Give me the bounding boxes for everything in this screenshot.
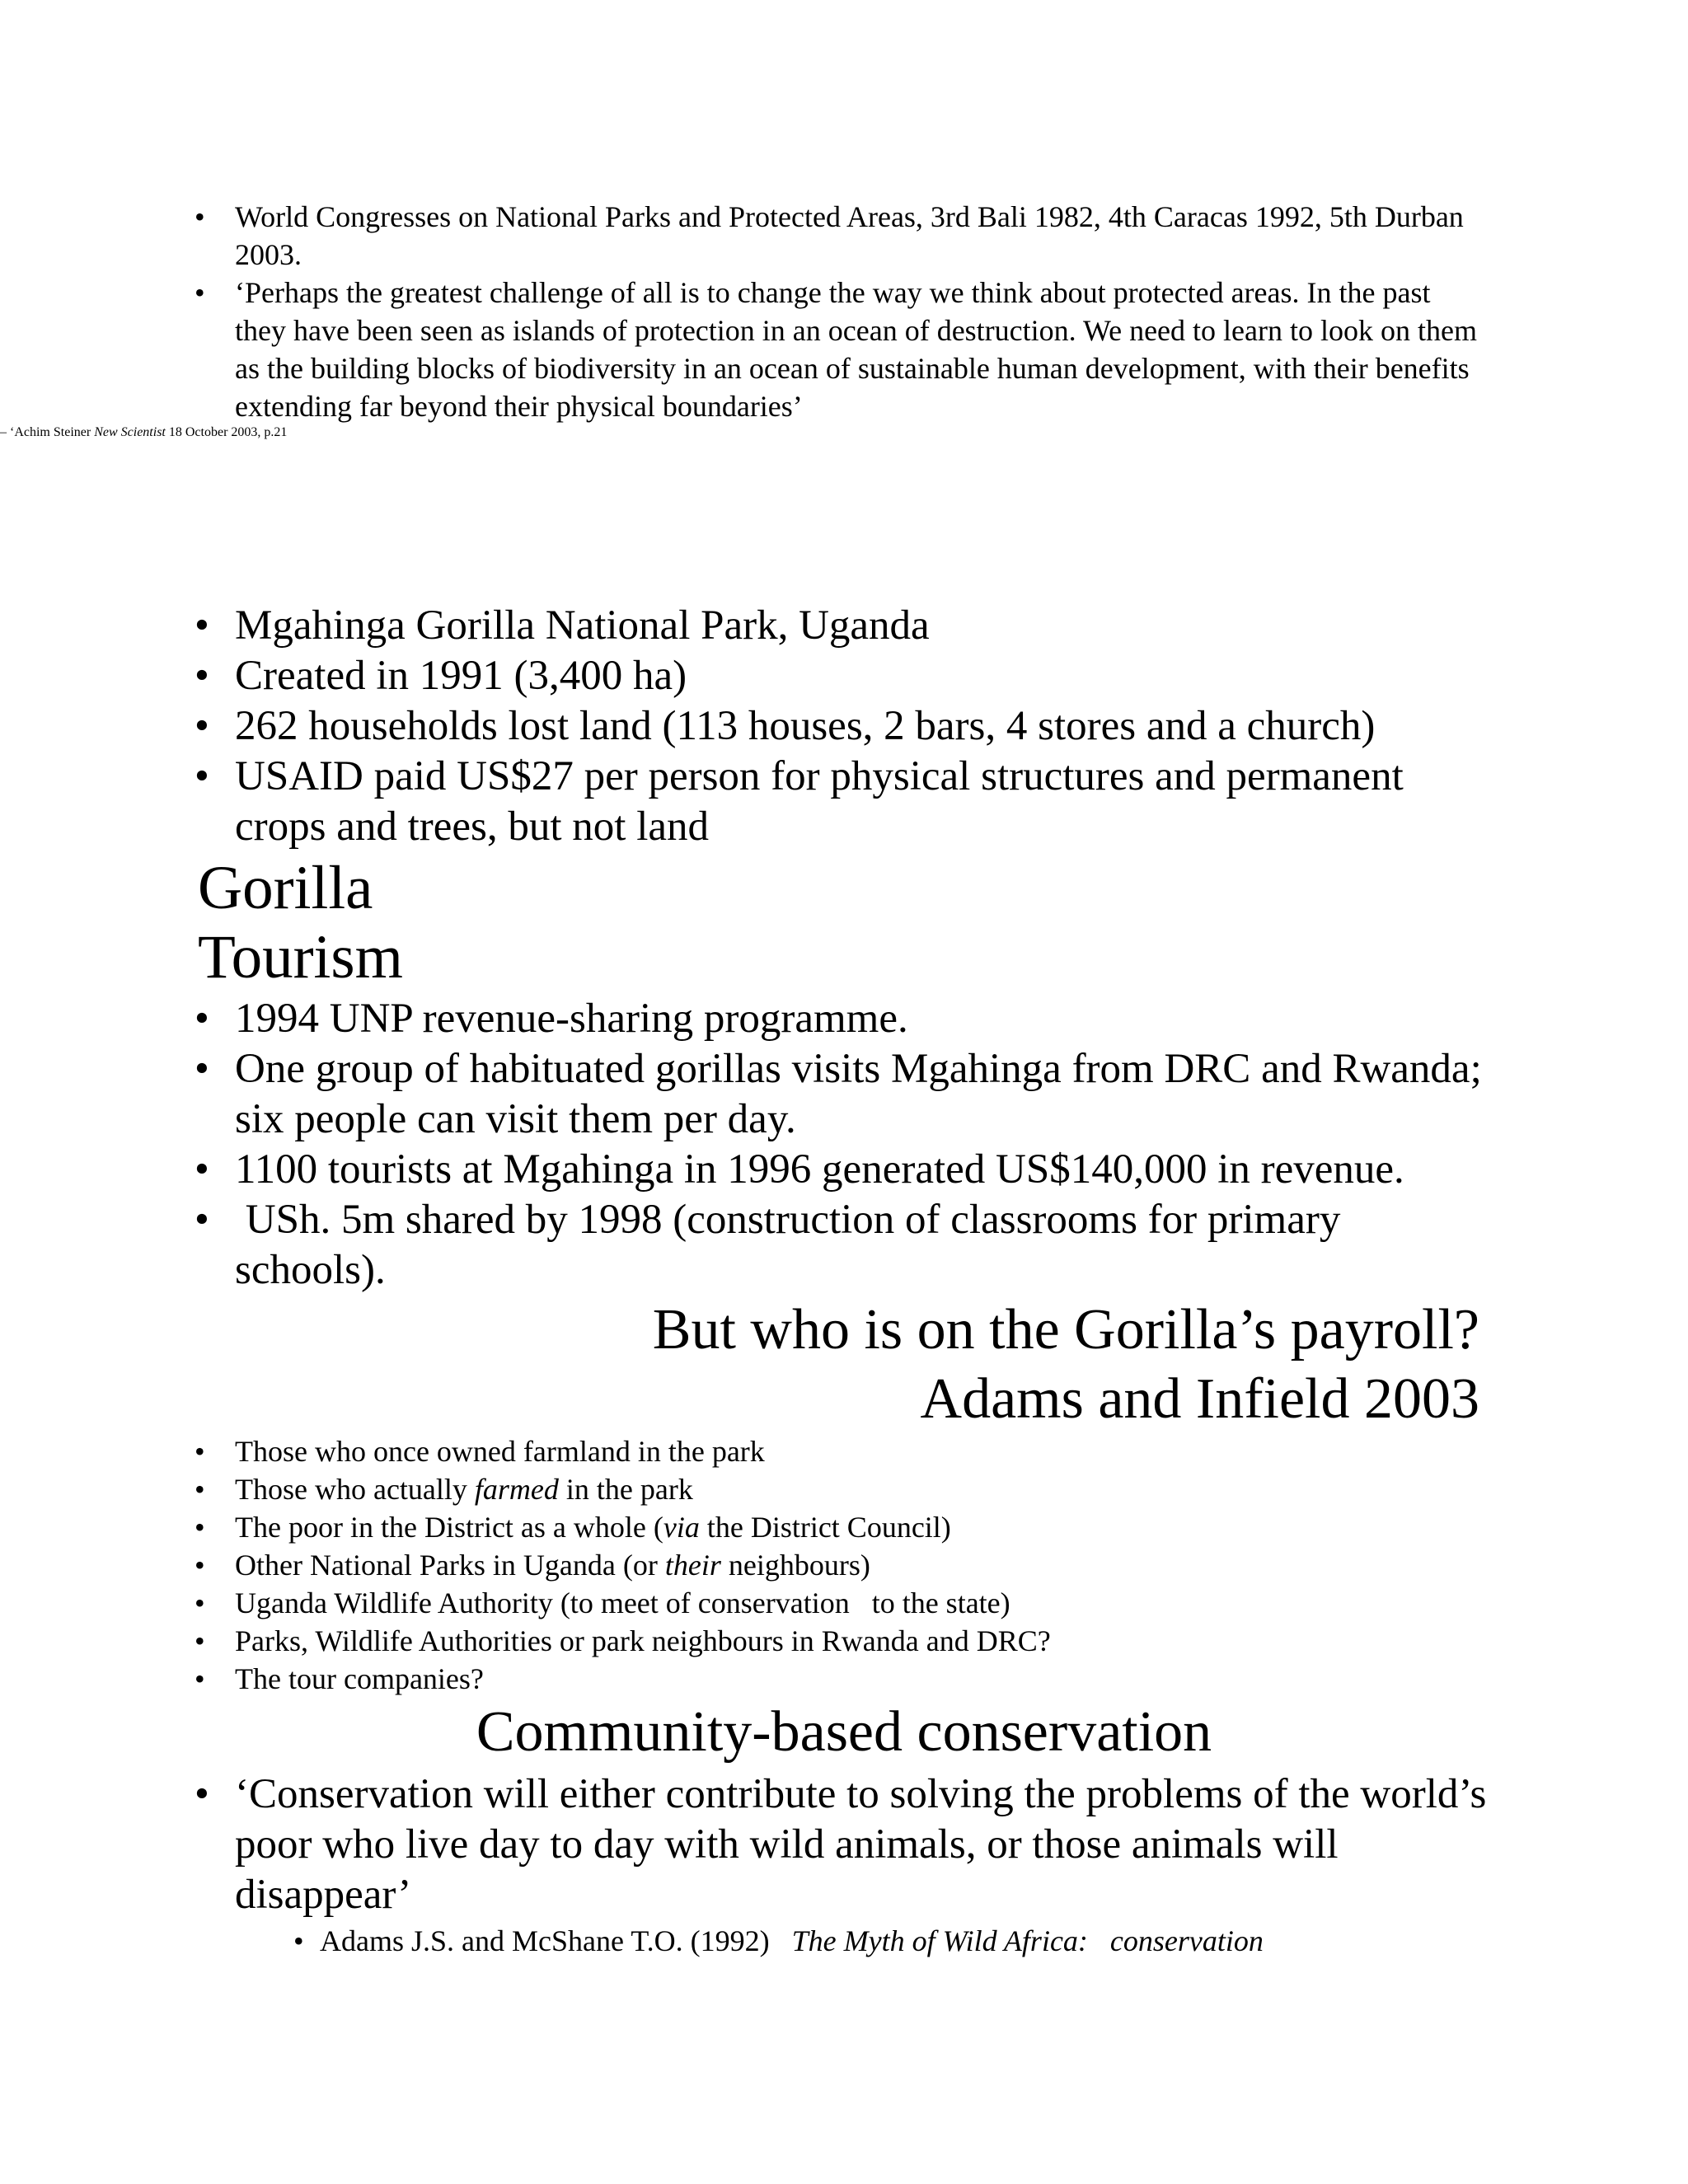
bullet-icon: • [195,1662,205,1695]
citation-italic: The Myth of Wild Africa: conservation [791,1924,1264,1957]
mgahinga-list [0,601,1688,852]
list-item [0,1044,1488,1145]
list-item [0,1584,1488,1622]
list-item [0,994,1488,1044]
bullet-icon: • [195,1549,205,1582]
list-item [0,1470,1488,1508]
list-item-text-a: The poor in the District as a whole ( [235,1511,663,1544]
list-item-text: 1994 UNP revenue-sharing programme. [235,996,908,1042]
list-item [0,701,1488,752]
bullet-icon: • [195,200,205,233]
list-item-italic: their [664,1549,721,1582]
heading-line: Tourism [198,923,403,991]
list-item-text: One group of habituated gorillas visits Mgahinga from DRC and Rwanda; six people can visit them per day. [235,1046,1482,1142]
steiner-citation [0,425,1688,440]
community-list [0,1769,1688,1920]
list-item [0,1660,1488,1698]
list-item-text: ‘Perhaps the greatest challenge of all is to change the way we think about protected areas. In the past they have been seen as islands of protection in an ocean of destruction. We need to learn to look on them as the building blocks of biodiversity in an ocean of sustainable human development, with their benefits extending far beyond their physical boundaries’ [235,276,1477,423]
bullet-icon: • [195,1435,205,1468]
section-world-congresses [0,198,1688,440]
adams-citation [293,1922,1264,1960]
list-item-text: World Congresses on National Parks and Protected Areas, 3rd Bali 1982, 4th Caracas 1992, 5th Durban 2003. [235,200,1464,271]
list-item-text: USAID paid US$27 per person for physical structures and permanent crops and trees, but not land [235,753,1404,850]
bullet-icon: • [195,1197,209,1243]
list-item [0,752,1488,852]
bullet-icon: • [195,1046,209,1092]
list-item-text: ‘Conservation will either contribute to solving the problems of the world’s poor who live day to day with wild animals, or those animals will disappear’ [235,1771,1487,1918]
list-item-italic: farmed [474,1473,559,1506]
bullet-icon: • [195,753,209,799]
list-item [0,1546,1488,1584]
bullet-icon: • [293,1924,304,1957]
list-item-text: Uganda Wildlife Authority (to meet of conservation to the state) [235,1586,1010,1619]
list-item-text: Those who once owned farmland in the park [235,1435,765,1468]
bullet-icon: • [195,1473,205,1506]
list-item-text-a: Other National Parks in Uganda (or [235,1549,665,1582]
citation-prefix: ‘Achim Steiner [10,425,95,439]
tourism-list [0,994,1688,1296]
list-item-text-a: Those who actually [235,1473,475,1506]
list-item-italic: via [663,1511,700,1544]
list-item [0,198,1488,274]
bullet-icon: • [195,1146,209,1193]
list-item [0,274,1488,425]
bullet-icon: • [195,602,209,649]
bullet-icon: • [195,1771,209,1817]
list-item-text: USh. 5m shared by 1998 (construction of classrooms for primary schools). [235,1197,1352,1293]
bullet-icon: • [195,1586,205,1619]
heading-line: Gorilla [198,854,373,922]
list-item [0,651,1488,701]
list-item [0,1432,1488,1470]
list-item-text: Created in 1991 (3,400 ha) [235,653,687,699]
citation-suffix: 18 October 2003, p.21 [165,425,288,439]
section-mgahinga [0,601,1688,852]
bullet-icon: • [195,1624,205,1657]
list-item [0,1622,1488,1660]
bullet-icon: • [195,276,205,309]
heading-line: But who is on the Gorilla’s payroll? [652,1298,1479,1361]
list-item-text: Parks, Wildlife Authorities or park neighbours in Rwanda and DRC? [235,1624,1051,1657]
citation-italic: New Scientist [94,425,166,439]
community-conservation-heading: Community-based conservation [476,1700,1212,1764]
list-item-text: 262 households lost land (113 houses, 2 bars, 4 stores and a church) [235,703,1376,749]
bullet-icon: • [195,703,209,749]
list-item [0,1195,1488,1296]
section-gorilla-tourism [0,994,1688,1296]
list-item [0,1145,1488,1195]
citation-prefix: Adams J.S. and McShane T.O. (1992) [320,1924,792,1957]
list-item-text: Mgahinga Gorilla National Park, Uganda [235,602,930,649]
bullet-icon: • [195,1511,205,1544]
section-payroll [0,1432,1688,1698]
section-community-conservation [0,1769,1688,1920]
payroll-heading [653,1296,1479,1434]
list-item-text: The tour companies? [235,1662,484,1695]
heading-line: Adams and Infield 2003 [920,1367,1479,1431]
dash-icon: – [0,425,7,439]
bullet-icon: • [195,996,209,1042]
list-item-text-b: in the park [558,1473,693,1506]
list-item [0,1508,1488,1546]
list-item-text: 1100 tourists at Mgahinga in 1996 generated US$140,000 in revenue. [235,1146,1404,1193]
bullet-icon: • [195,653,209,699]
gorilla-tourism-heading [198,854,403,992]
list-item-text-b: the District Council) [699,1511,951,1544]
list-item-text-b: neighbours) [720,1549,870,1582]
list-item [0,601,1488,651]
congress-list [0,198,1688,425]
payroll-list [0,1432,1688,1698]
list-item [0,1769,1488,1920]
